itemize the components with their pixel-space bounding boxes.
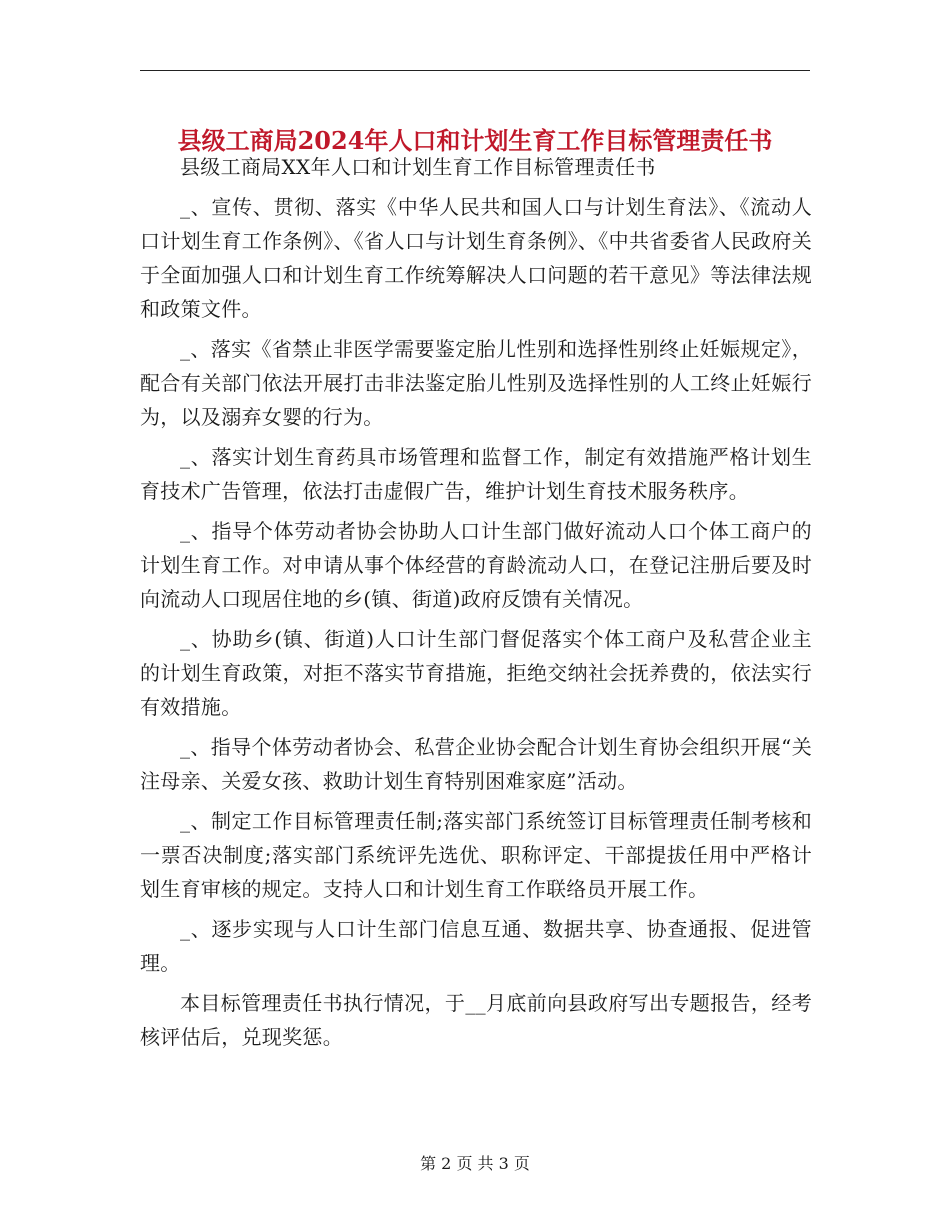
paragraph-item-6: _、指导个体劳动者协会、私营企业协会配合计划生育协会组织开展“关注母亲、关爱女孩、救助计划生育特别困难家庭”活动。 [140,735,812,793]
document-body [140,150,812,1060]
paragraph-closing: 本目标管理责任书执行情况，于__月底前向县政府写出专题报告，经考核评估后，兑现奖惩。 [140,991,812,1049]
paragraph-item-5: _、协助乡(镇、街道)人口计生部门督促落实个体工商户及私营企业主的计划生育政策，对拒不落实节育措施，拒绝交纳社会抚养费的，依法实行有效措施。 [140,627,812,719]
paragraph-item-8: _、逐步实现与人口计生部门信息互通、数据共享、协查通报、促进管理。 [140,917,812,975]
paragraph-item-3: _、落实计划生育药具市场管理和监督工作，制定有效措施严格计划生育技术广告管理，依法打击虚假广告，维护计划生育技术服务秩序。 [140,445,812,503]
paragraph-item-1: _、宣传、贯彻、落实《中华人民共和国人口与计划生育法》、《流动人口计划生育工作条例》、《省人口与计划生育条例》、《中共省委省人民政府关于全面加强人口和计划生育工作统筹解决人口问题的若干意见》等法律法规和政策文件。 [140,195,812,321]
paragraph-item-4: _、指导个体劳动者协会协助人口计生部门做好流动人口个体工商户的计划生育工作。对申请从事个体经营的育龄流动人口，在登记注册后要及时向流动人口现居住地的乡(镇、街道)政府反馈有关情况。 [140,519,812,611]
page-number: 第 2 页 共 3 页 [420,1154,530,1173]
paragraph-subtitle: 县级工商局XX年人口和计划生育工作目标管理责任书 [180,155,656,179]
header-rule [140,70,810,71]
paragraph-item-7: _、制定工作目标管理责任制;落实部门系统签订目标管理责任制考核和一票否决制度;落实部门系统评先选优、职称评定、干部提拔任用中严格计划生育审核的规定。支持人口和计划生育工作联络员开展工作。 [140,809,812,901]
document-title: 县级工商局2024年人口和计划生育工作目标管理责任书 [177,126,773,156]
paragraph-item-2: _、落实《省禁止非医学需要鉴定胎儿性别和选择性别终止妊娠规定》，配合有关部门依法开展打击非法鉴定胎儿性别及选择性别的人工终止妊娠行为，以及溺弃女婴的行为。 [140,337,812,429]
